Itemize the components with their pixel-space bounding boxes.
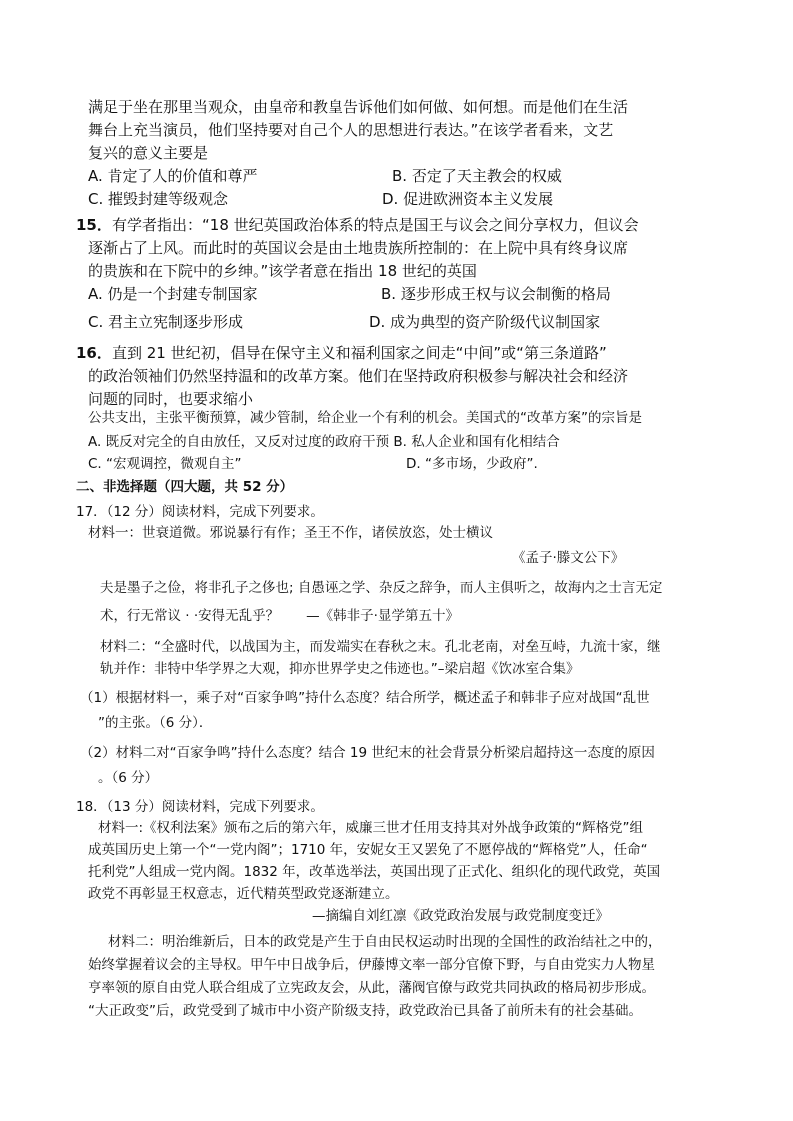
q18-material1-line: 材料一:《权利法案》颁布之后的第六年，威廉三世才任用支持其对外战争政策的“辉格党”组	[98, 820, 644, 836]
q16-number: 16．	[76, 344, 112, 362]
q15-stem-line: 的贵族和在下院中的乡绅。”该学者意在指出 18 世纪的英国	[88, 262, 477, 280]
q17-material2-line: 轨并作：非特中华学界之大观，抑亦世界学史之伟迹也。”–梁启超《饮冰室合集》	[100, 661, 580, 677]
q15-option-a: A. 仍是一个封建专制国家	[88, 285, 258, 303]
q18-material1-line: 托利党”人组成一党内阁。1832 年，改革选举法，英国出现了正式化、组织化的现代政党，英国	[88, 864, 661, 880]
q18-material2-line: 始终掌握着议会的主导权。甲午中日战争后，伊藤博文率一部分官僚下野，与自由党实力人物星	[88, 957, 655, 973]
q16-stem-line: 问题的同时，也要求缩小	[88, 390, 254, 408]
q17-question-2-cont: 。（6 分）	[98, 770, 159, 786]
q14-stem-line: 复兴的意义主要是	[88, 144, 209, 162]
q18-material1-line: 政党不再彰显王权意志，近代精英型政党逐渐建立。	[88, 886, 399, 902]
q15-number: 15．	[76, 216, 112, 234]
q14-stem-line: 舞台上充当演员，他们坚持要对自己个人的思想进行表达。”在该学者看来，文艺	[88, 121, 614, 139]
q14-option-d: D. 促进欧洲资本主义发展	[382, 190, 554, 208]
q16-option-ab: A. 既反对完全的自由放任，又反对过度的政府干预 B. 私人企业和国有化相结合	[88, 434, 560, 450]
q18-material2-line: “大正政变”后，政党受到了城市中小资产阶级支持，政党政治已具备了前所未有的社会基础。	[88, 1003, 642, 1019]
q14-option-b: B. 否定了天主教会的权威	[392, 167, 562, 185]
q15-stem-line: 逐渐占了上风。而此时的英国议会是由土地贵族所控制的：在上院中具有终身议席	[88, 239, 629, 257]
q18-material1-line: 成英国历史上第一个“一党内阁”；1710 年，安妮女王又罢免了不愿停战的“辉格党”人，任命“	[88, 842, 648, 858]
q17-question-2: （2）材料二对“百家争鸣”持什么态度？结合 19 世纪末的社会背景分析梁启超持这一态度的原因	[80, 745, 655, 761]
q15-option-c: C. 君主立宪制逐步形成	[88, 313, 244, 331]
q16-stem-line: 的政治领袖们仍然坚持温和的改革方案。他们在坚持政府积极参与解决社会和经济	[88, 367, 629, 385]
q17-material2-line: 材料二：“全盛时代，以战国为主，而发端实在春秋之末。孔北老南，对垒互峙，九流十家，继	[100, 639, 661, 655]
q16-option-c: C. “宏观调控，微观自主”	[88, 456, 242, 472]
q14-stem-line: 满足于坐在那里当观众，由皇帝和教皇告诉他们如何做、如何想。而是他们在生活	[88, 98, 629, 116]
q14-option-c: C. 摧毁封建等级观念	[88, 190, 229, 208]
q17-header: 17．（12 分）阅读材料，完成下列要求。	[76, 504, 324, 520]
q16-stem-line: 直到 21 世纪初，倡导在保守主义和福利国家之间走“中间”或“第三条道路”	[112, 344, 607, 362]
q18-material2-line: 亨率领的原自由党人联合组成了立宪政友会，从此，藩阀官僚与政党共同执政的格局初步形成。	[88, 980, 655, 996]
q17-question-1-cont: ”的主张。（6 分）．	[98, 715, 213, 731]
q16-stem-line: 公共支出，主张平衡预算，减少管制，给企业一个有利的机会。美国式的“改革方案”的宗旨是	[88, 410, 642, 426]
q17-material1-line: 术，行无常议 · ·安得无乱乎？ —《韩非子·显学第五十》	[100, 608, 459, 624]
section-title: 二、非选择题（四大题，共 52 分）	[76, 479, 294, 495]
q15-stem-line: 有学者指出：“18 世纪英国政治体系的特点是国王与议会之间分享权力，但议会	[112, 216, 639, 234]
q17-material1-source: 《孟子·滕文公下》	[512, 550, 625, 566]
q17-material1-line: 夫是墨子之俭，将非孔子之侈也; 自愚诬之学、杂反之辞争，而人主俱听之，故海内之士言无定	[100, 580, 663, 596]
q18-header: 18．（13 分）阅读材料，完成下列要求。	[76, 799, 324, 815]
q17-question-1: （1）根据材料一，乘子对“百家争鸣”持什么态度？结合所学，概述孟子和韩非子应对战国“乱世	[80, 690, 650, 706]
q17-material1-line: 材料一：世衰道微。邪说暴行有作；圣王不作，诸侯放恣，处士横议	[88, 525, 493, 541]
q15-option-b: B. 逐步形成王权与议会制衡的格局	[381, 285, 611, 303]
q15-option-d: D. 成为典型的资产阶级代议制国家	[369, 313, 601, 331]
q16-option-d: D. “多市场，少政府”.	[406, 456, 538, 472]
q18-material2-line: 材料二：明治维新后，日本的政党是产生于自由民权运动时出现的全国性的政治结社之中的，	[108, 934, 662, 950]
q18-material1-source: —摘编自刘红凛《政党政治发展与政党制度变迁》	[312, 908, 609, 924]
q14-option-a: A. 肯定了人的价值和尊严	[88, 167, 258, 185]
